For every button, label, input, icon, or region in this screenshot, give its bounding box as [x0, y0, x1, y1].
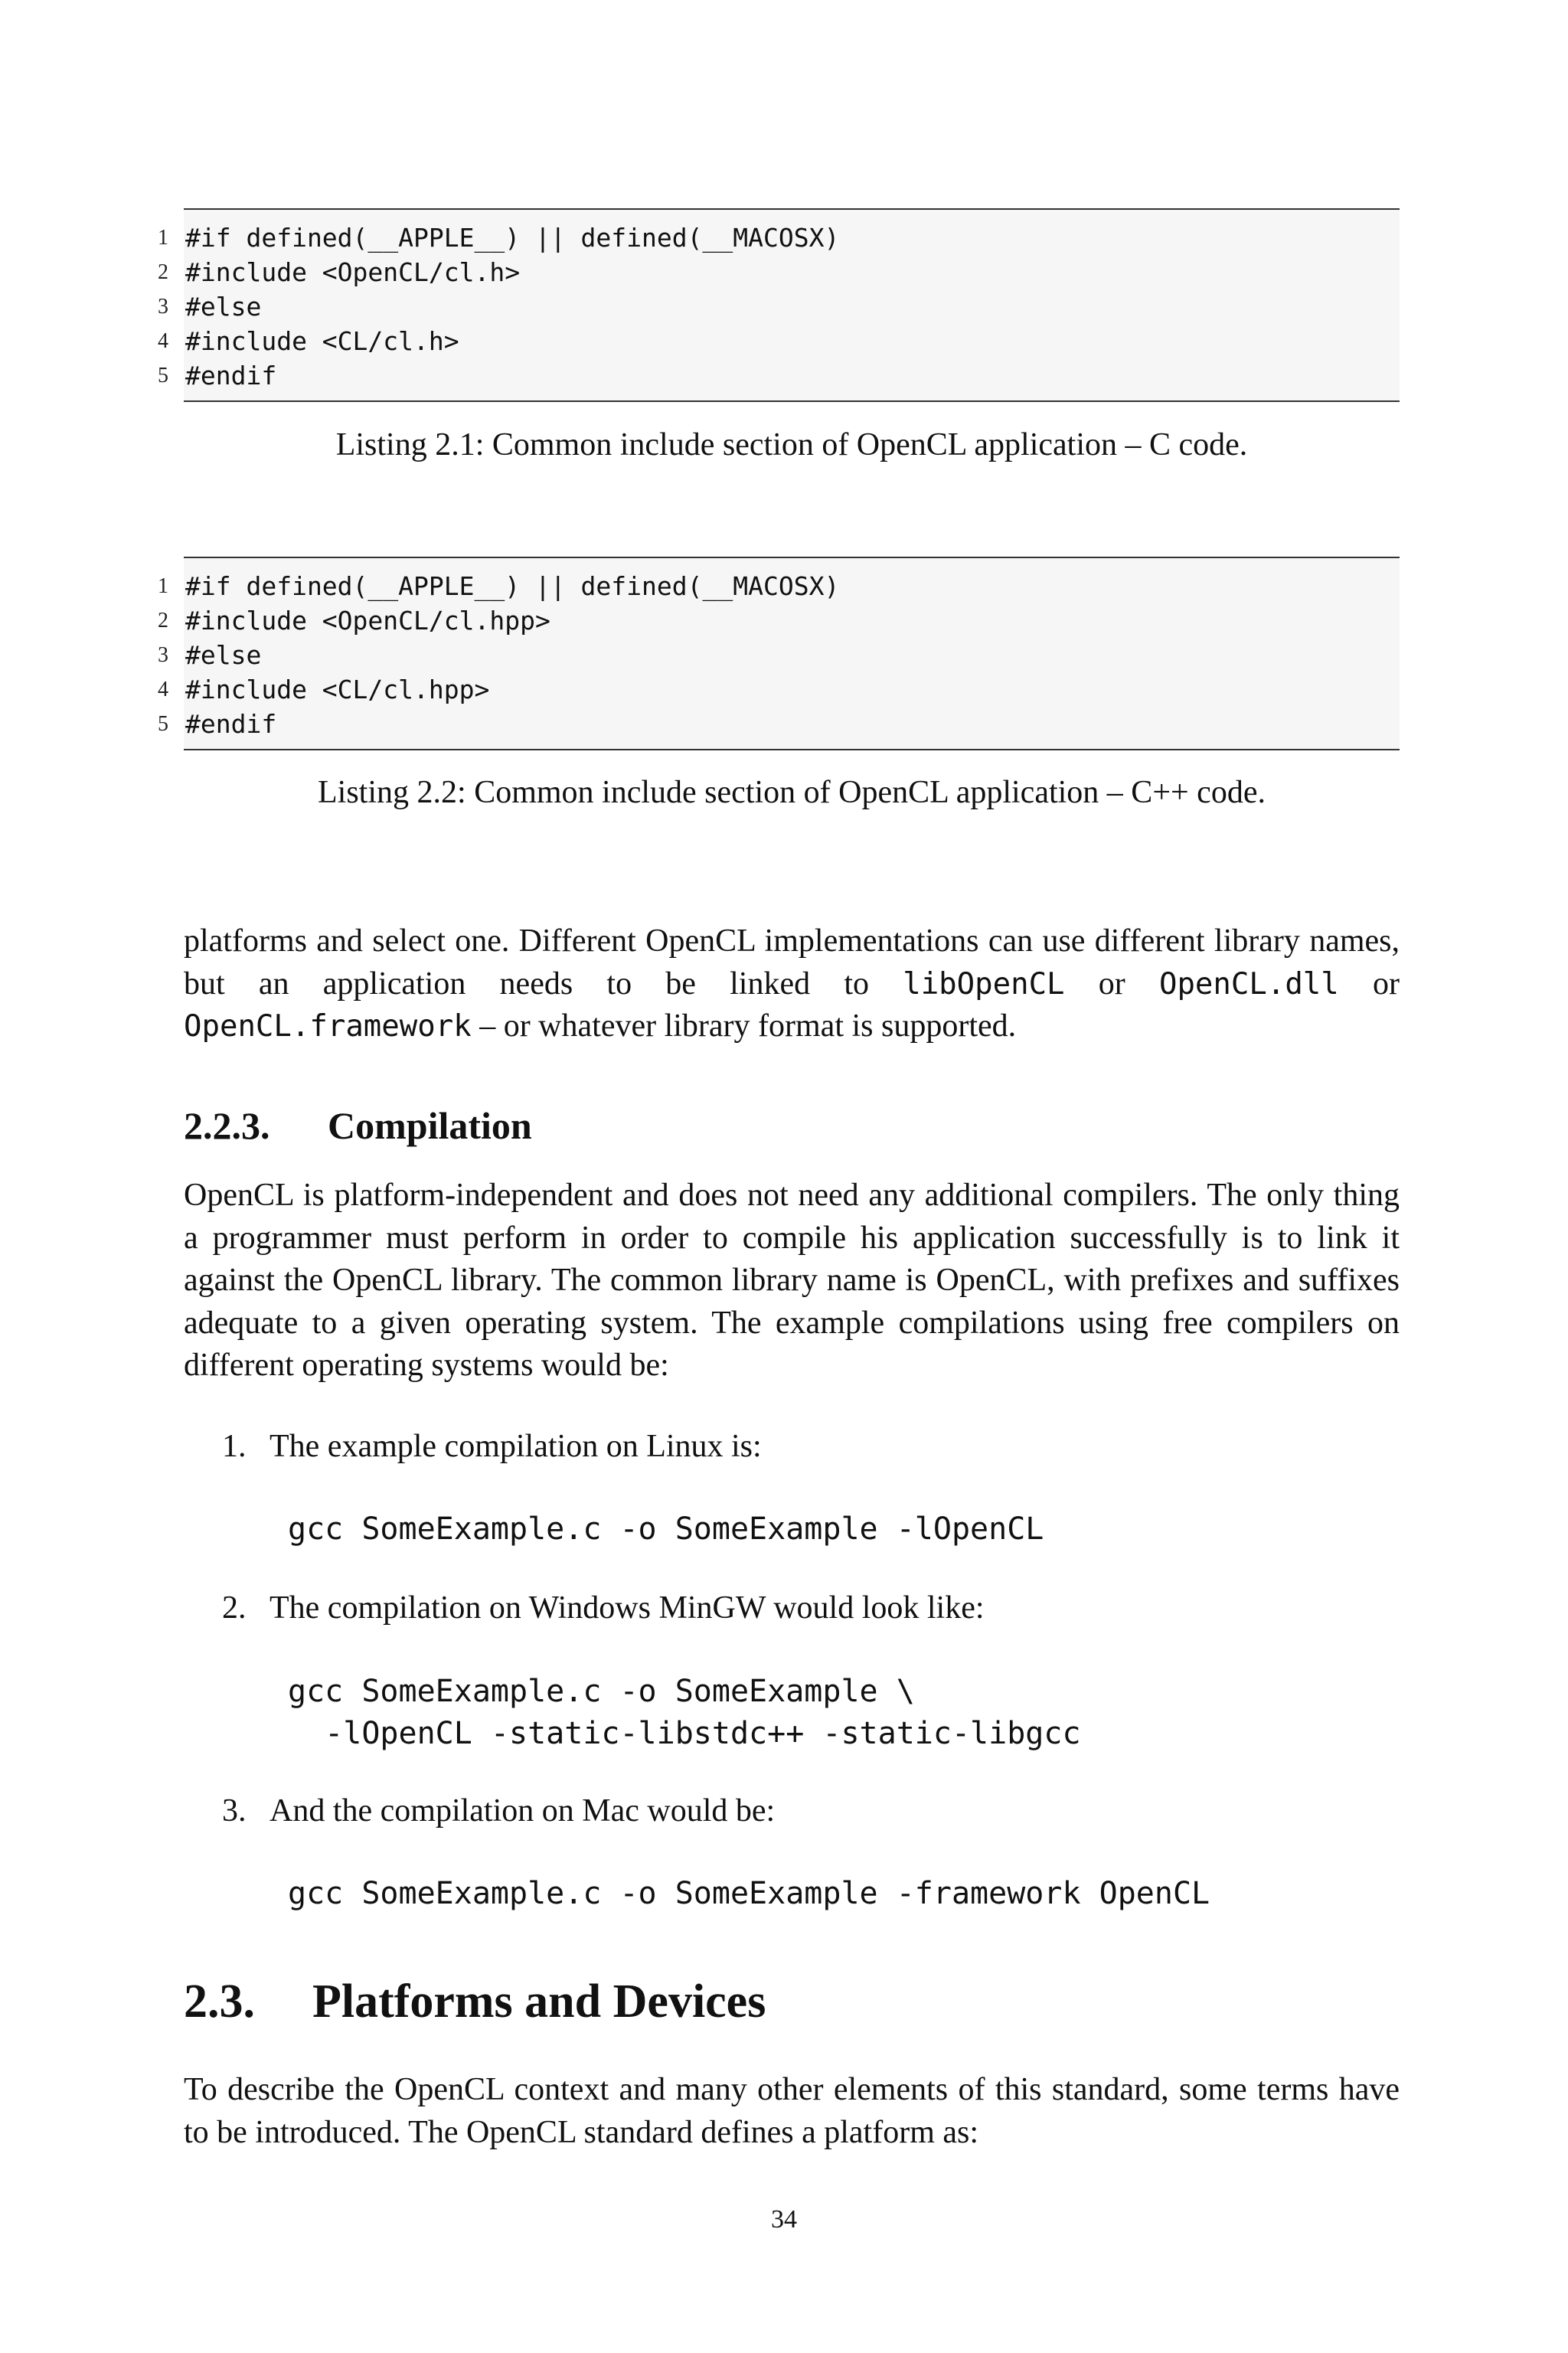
- section-heading-compilation: [184, 1103, 532, 1149]
- section-heading-platforms-devices: [184, 1974, 766, 2029]
- inline-code: OpenCL.dll: [1158, 966, 1339, 1002]
- code-text: #endif: [185, 361, 277, 391]
- section-number: 2.3.: [184, 1976, 255, 2028]
- code-line: [158, 289, 1400, 324]
- inline-code: OpenCL.framework: [184, 1009, 472, 1044]
- line-number: 1: [158, 226, 168, 250]
- list-marker: 2.: [222, 1590, 247, 1626]
- code-text: #include <OpenCL/cl.hpp>: [185, 606, 550, 636]
- command-line: gcc SomeExample.c -o SomeExample \ -lOpenCL -static-libstdc++ -static-libgcc: [288, 1674, 1081, 1751]
- line-number: 2: [158, 260, 168, 284]
- list-item: [222, 1587, 985, 1629]
- inline-code: libOpenCL: [903, 966, 1065, 1002]
- line-number: 4: [158, 329, 168, 353]
- code-block: [158, 208, 1400, 402]
- line-number: 3: [158, 295, 168, 319]
- listing-2-1: [158, 208, 1400, 402]
- list-marker: 1.: [222, 1429, 247, 1464]
- code-line: [158, 672, 1400, 707]
- listing-2-2: [158, 557, 1400, 750]
- text-run: or: [1064, 966, 1159, 1002]
- paragraph-platforms: [184, 920, 1400, 1048]
- line-number: 4: [158, 678, 168, 701]
- code-text: #include <OpenCL/cl.h>: [185, 257, 521, 287]
- line-number: 5: [158, 712, 168, 736]
- code-text: #include <CL/cl.hpp>: [185, 675, 490, 704]
- code-line: [158, 707, 1400, 741]
- code-text: #else: [185, 640, 262, 670]
- code-text: #else: [185, 292, 262, 322]
- text-run: or: [1338, 966, 1400, 1002]
- code-text: #include <CL/cl.h>: [185, 326, 459, 356]
- section-title: Platforms and Devices: [312, 1976, 766, 2028]
- list-item: [222, 1426, 762, 1468]
- section-number: 2.2.3.: [184, 1104, 270, 1147]
- command-line: gcc SomeExample.c -o SomeExample -lOpenCL: [288, 1511, 1044, 1547]
- code-text: #endif: [185, 709, 277, 739]
- list-text: The compilation on Windows MinGW would look like:: [270, 1590, 985, 1626]
- code-line: [158, 255, 1400, 289]
- line-number: 5: [158, 364, 168, 387]
- list-text: And the compilation on Mac would be:: [270, 1793, 776, 1828]
- paragraph-compilation: OpenCL is platform-independent and does not need any additional compilers. The only thing a programmer must perform in order to compile his application successfully is to link it against the OpenCL library. The common library name is OpenCL, with prefixes and suffixes adequate to a given operating system. The example compilations using free compilers on different operating systems would be:: [184, 1178, 1400, 1383]
- list-marker: 3.: [222, 1793, 247, 1828]
- code-line: [158, 324, 1400, 358]
- line-number: 3: [158, 643, 168, 667]
- code-text: #if defined(__APPLE__) || defined(__MACOSX): [185, 571, 840, 601]
- text-run: platforms and select one. Different OpenCL implementations can use different library names, but an application needs to be linked to: [184, 923, 1400, 1002]
- list-text: The example compilation on Linux is:: [270, 1429, 762, 1464]
- listing-caption-2-2: Listing 2.2: Common include section of OpenCL application – C++ code.: [318, 775, 1266, 810]
- line-number: 1: [158, 574, 168, 598]
- code-line: [158, 221, 1400, 255]
- page-number: 34: [771, 2205, 797, 2234]
- text-run: – or whatever library format is supported.: [471, 1008, 1017, 1044]
- code-line: [158, 358, 1400, 393]
- line-number: 2: [158, 609, 168, 632]
- code-block: [158, 557, 1400, 750]
- command-line: gcc SomeExample.c -o SomeExample -framework OpenCL: [288, 1876, 1210, 1911]
- section-title: Compilation: [328, 1104, 532, 1147]
- code-line: [158, 569, 1400, 603]
- code-line: [158, 603, 1400, 638]
- code-text: #if defined(__APPLE__) || defined(__MACOSX): [185, 223, 840, 253]
- code-line: [158, 638, 1400, 672]
- list-item: [222, 1790, 775, 1832]
- paragraph-platform-definition: To describe the OpenCL context and many other elements of this standard, some terms have to be introduced. The OpenCL standard defines a platform as:: [184, 2072, 1400, 2150]
- listing-caption-2-1: Listing 2.1: Common include section of OpenCL application – C code.: [335, 427, 1248, 462]
